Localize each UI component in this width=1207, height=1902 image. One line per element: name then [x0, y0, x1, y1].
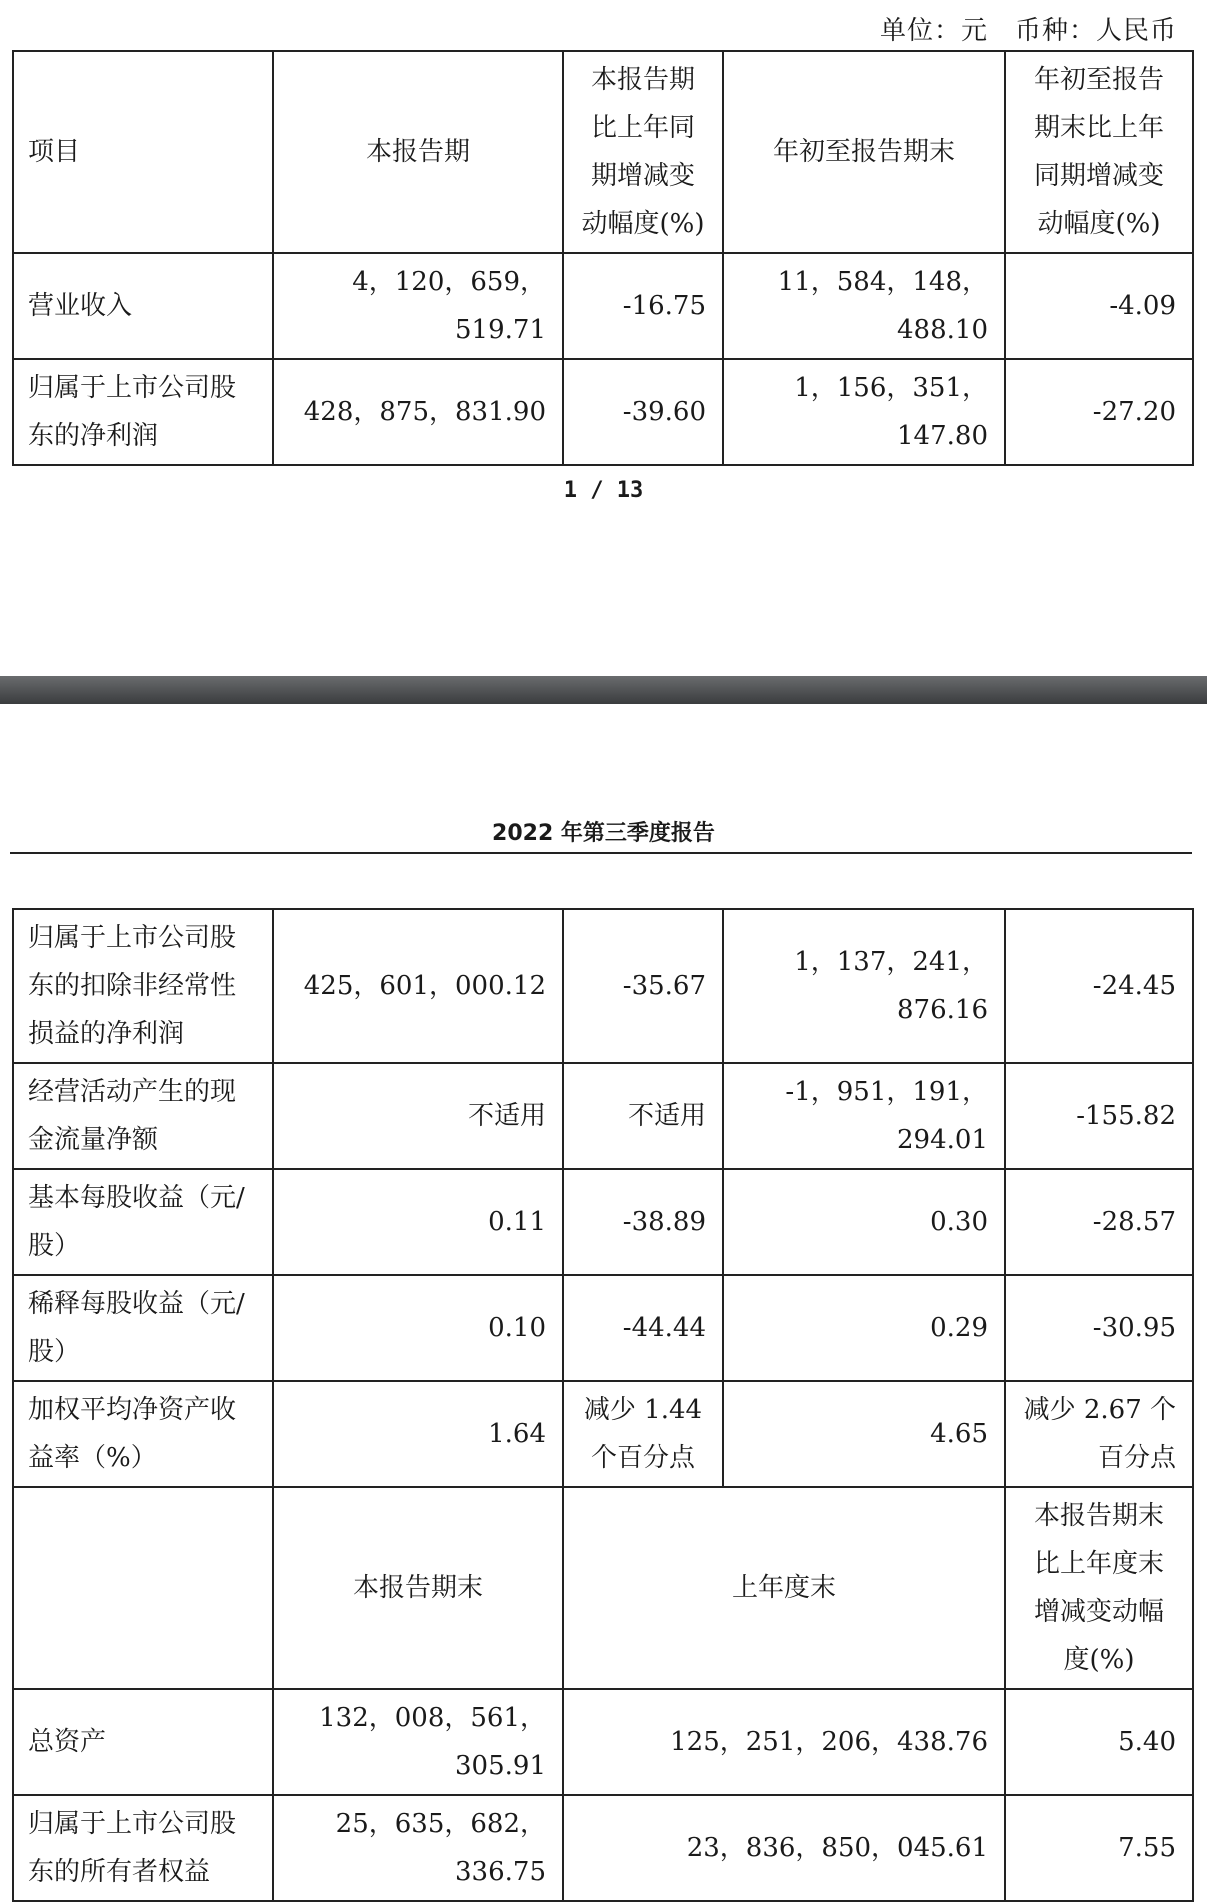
row-label: 总资产 [13, 1689, 273, 1795]
row-label: 稀释每股收益（元/股） [13, 1275, 273, 1381]
cell-value: 1，137，241，876.16 [723, 909, 1005, 1063]
sub-header-blank [13, 1487, 273, 1689]
table-row [13, 909, 1193, 1063]
cell-value: 11，584，148，488.10 [723, 253, 1005, 359]
row-label: 归属于上市公司股东的净利润 [13, 359, 273, 465]
cell-value: 不适用 [563, 1063, 723, 1169]
header-current-period-change: 本报告期比上年同期增减变动幅度(%) [563, 51, 723, 253]
cell-value: 0.29 [723, 1275, 1005, 1381]
cell-value: -35.67 [563, 909, 723, 1063]
row-label: 营业收入 [13, 253, 273, 359]
cell-value: -1，951，191，294.01 [723, 1063, 1005, 1169]
cell-value: 23，836，850，045.61 [563, 1795, 1005, 1901]
header-current-period: 本报告期 [273, 51, 563, 253]
header-ytd-change: 年初至报告期末比上年同期增减变动幅度(%) [1005, 51, 1193, 253]
header-rule [10, 852, 1192, 854]
header-ytd: 年初至报告期末 [723, 51, 1005, 253]
cell-value: -16.75 [563, 253, 723, 359]
table-row [13, 1275, 1193, 1381]
cell-value: -39.60 [563, 359, 723, 465]
cell-value: 4.65 [723, 1381, 1005, 1487]
cell-value: 132，008，561，305.91 [273, 1689, 563, 1795]
page-number: 1 / 13 [563, 478, 644, 503]
cell-value: -38.89 [563, 1169, 723, 1275]
table-row [13, 359, 1193, 465]
cell-value: 125，251，206，438.76 [563, 1689, 1005, 1795]
table-row [13, 1689, 1193, 1795]
table-sub-header-row [13, 1487, 1193, 1689]
row-label: 加权平均净资产收益率（%） [13, 1381, 273, 1487]
page-divider [0, 676, 1207, 704]
table-row [13, 1381, 1193, 1487]
unit-currency-note: 单位：元 币种：人民币 [879, 16, 1177, 46]
cell-value: -28.57 [1005, 1169, 1193, 1275]
cell-value: -4.09 [1005, 253, 1193, 359]
cell-value: 1.64 [273, 1381, 563, 1487]
cell-value: -44.44 [563, 1275, 723, 1381]
cell-value: 4，120，659，519.71 [273, 253, 563, 359]
table-row [13, 1795, 1193, 1901]
table-header-row [13, 51, 1193, 253]
sub-header-period-end: 本报告期末 [273, 1487, 563, 1689]
table-row [13, 1169, 1193, 1275]
sub-header-change: 本报告期末比上年度末增减变动幅度(%) [1005, 1487, 1193, 1689]
row-label: 基本每股收益（元/股） [13, 1169, 273, 1275]
report-header: 2022 年第三季度报告 [492, 821, 715, 846]
financial-table-main [12, 50, 1194, 466]
cell-value: 5.40 [1005, 1689, 1193, 1795]
table-row [13, 1063, 1193, 1169]
cell-value: 0.11 [273, 1169, 563, 1275]
cell-value: 减少 1.44 个百分点 [563, 1381, 723, 1487]
cell-value: 428，875，831.90 [273, 359, 563, 465]
cell-value: 7.55 [1005, 1795, 1193, 1901]
sub-header-prior-year-end: 上年度末 [563, 1487, 1005, 1689]
row-label: 归属于上市公司股东的扣除非经常性损益的净利润 [13, 909, 273, 1063]
row-label: 归属于上市公司股东的所有者权益 [13, 1795, 273, 1901]
cell-value: 425，601，000.12 [273, 909, 563, 1063]
row-label: 经营活动产生的现金流量净额 [13, 1063, 273, 1169]
cell-value: 不适用 [273, 1063, 563, 1169]
table-row [13, 253, 1193, 359]
cell-value: -24.45 [1005, 909, 1193, 1063]
cell-value: 减少 2.67 个百分点 [1005, 1381, 1193, 1487]
cell-value: 0.10 [273, 1275, 563, 1381]
financial-table-continued [12, 908, 1194, 1902]
cell-value: -27.20 [1005, 359, 1193, 465]
cell-value: -155.82 [1005, 1063, 1193, 1169]
cell-value: 0.30 [723, 1169, 1005, 1275]
cell-value: -30.95 [1005, 1275, 1193, 1381]
cell-value: 1，156，351，147.80 [723, 359, 1005, 465]
header-item: 项目 [13, 51, 273, 253]
cell-value: 25，635，682，336.75 [273, 1795, 563, 1901]
